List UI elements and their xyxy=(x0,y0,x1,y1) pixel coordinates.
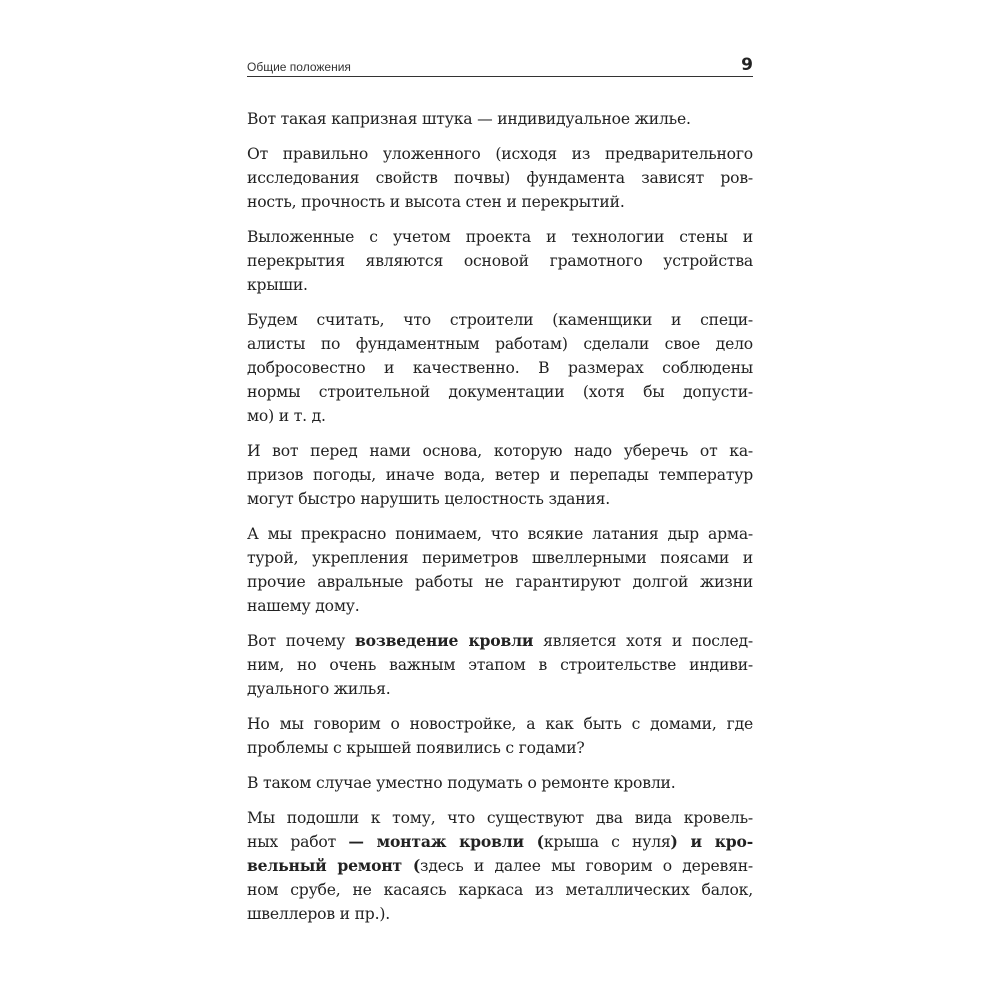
page-number: 9 xyxy=(741,55,753,75)
text-line: призов погоды, иначе вода, ветер и перепады температур xyxy=(247,466,753,484)
bold-term: возведение кровли xyxy=(355,631,534,650)
text-line: ном срубе, не касаясь каркаса из металлических балок, xyxy=(247,881,753,899)
text-line: вельный ремонт (здесь и далее мы говорим о деревян- xyxy=(247,856,753,875)
paragraph xyxy=(247,522,753,618)
text-line: Но мы говорим о новостройке, а как быть с домами, где xyxy=(247,715,753,733)
text-line: добросовестно и качественно. В размерах соблюдены xyxy=(247,359,753,377)
text-line: могут быстро нарушить целостность здания. xyxy=(247,490,611,508)
paragraph xyxy=(247,629,753,701)
text-line: Будем считать, что строители (каменщики и специ- xyxy=(247,311,753,329)
bold-term: ) и xyxy=(670,832,715,851)
text-line: Выложенные с учетом проекта и технологии стены и xyxy=(247,228,753,246)
bold-term: кро- xyxy=(714,832,753,851)
text-line: ность, прочность и высота стен и перекрытий. xyxy=(247,193,625,211)
book-page xyxy=(247,52,753,937)
paragraph xyxy=(247,225,753,297)
text-line: А мы прекрасно понимаем, что всякие латания дыр арма- xyxy=(247,525,753,543)
text-line: прочие авральные работы не гарантируют долгой жизни xyxy=(247,573,753,591)
text-line: дуального жилья. xyxy=(247,680,391,698)
text-line: алисты по фундаментным работам) сделали свое дело xyxy=(247,335,753,353)
text-line: швеллеров и пр.). xyxy=(247,905,390,923)
paragraph xyxy=(247,439,753,511)
paragraph xyxy=(247,142,753,214)
running-head xyxy=(247,52,753,77)
body-text xyxy=(247,107,753,926)
paragraph xyxy=(247,806,753,926)
text-line: мо) и т. д. xyxy=(247,407,326,425)
text-line: И вот перед нами основа, которую надо уберечь от ка- xyxy=(247,442,753,460)
text-line: исследования свойств почвы) фундамента зависят ров- xyxy=(247,169,753,187)
text-line: проблемы с крышей появились с годами? xyxy=(247,739,585,757)
paragraph xyxy=(247,107,753,131)
text-line: Мы подошли к тому, что существуют два вида кровель- xyxy=(247,809,753,827)
text-line: нормы строительной документации (хотя бы допусти- xyxy=(247,383,753,401)
text-line: ним, но очень важным этапом в строительстве индиви- xyxy=(247,656,753,674)
text-line: От правильно уложенного (исходя из предварительного xyxy=(247,145,753,163)
paragraph xyxy=(247,771,753,795)
bold-term: — монтаж кровли ( xyxy=(348,832,544,851)
text-line: В таком случае уместно подумать о ремонте кровли. xyxy=(247,774,676,792)
bold-term: вельный ремонт ( xyxy=(247,856,421,875)
text-line: турой, укрепления периметров швеллерными поясами и xyxy=(247,549,753,567)
paragraph xyxy=(247,712,753,760)
text-line: Вот почему возведение кровли является хотя и послед- xyxy=(247,631,753,650)
text-line: перекрытия являются основой грамотного устройства xyxy=(247,252,753,270)
text-line: Вот такая капризная штука — индивидуальное жилье. xyxy=(247,110,691,128)
paragraph xyxy=(247,308,753,428)
text-line: ных работ — монтаж кровли (крыша с нуля) и кро- xyxy=(247,832,753,851)
text-line: крыши. xyxy=(247,276,308,294)
running-title: Общие положения xyxy=(247,60,351,74)
text-line: нашему дому. xyxy=(247,597,360,615)
